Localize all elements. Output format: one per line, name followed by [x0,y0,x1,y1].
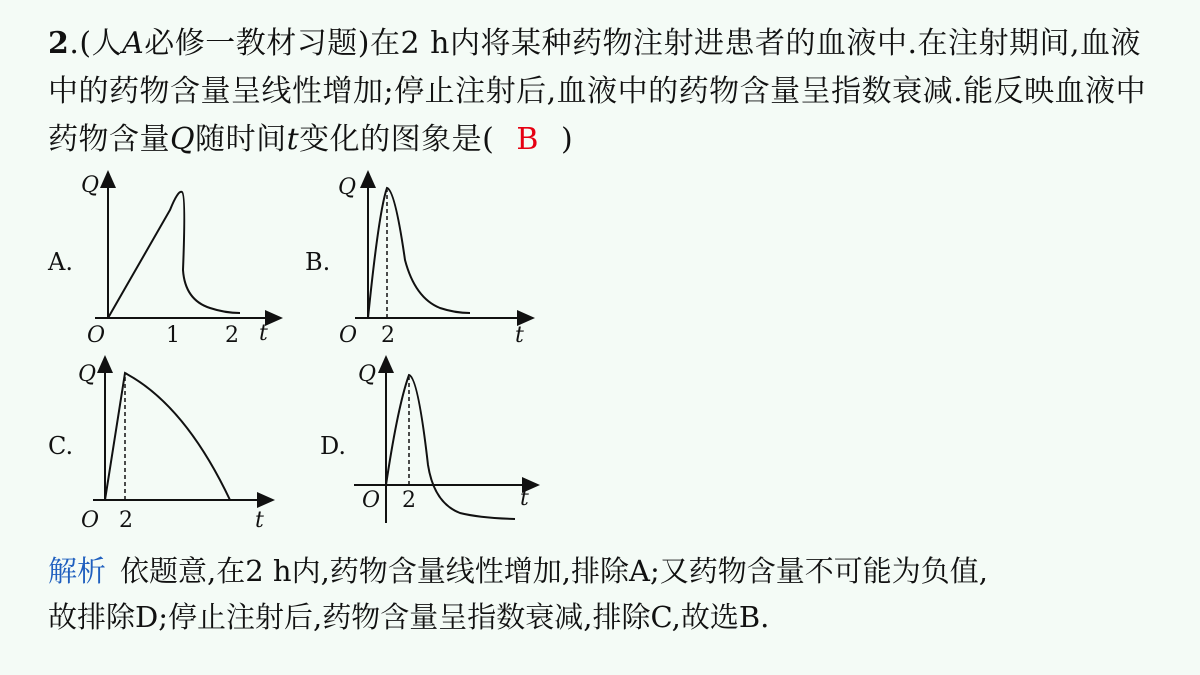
graph-a-ylabel: Q [81,173,100,198]
graph-a [75,170,285,350]
source-italic: A [122,26,145,61]
graph-b [335,170,535,350]
question-text [48,20,1158,164]
analysis-line-2: 故排除D;停止注射后,药物含量呈指数衰减,排除C,故选B. [48,600,770,634]
source-text-1: 人 [91,26,123,61]
stem-3: 变化的图象是( [299,122,495,157]
option-a-label: A. [48,248,73,276]
analysis-text-1: 依题意,在2 h内,药物含量线性增加,排除A;又药物含量不可能为负值, [120,554,988,588]
stem-1: 在2 h内将某种药物注射进患者的血液中.在注射期间,血液中的药物含量呈线性增加;停止注射后,血液中的药物含量呈指数衰减.能反映血液中药物含量 [48,26,1147,157]
stem-close: ) [560,122,574,157]
graph-c [75,355,285,535]
option-c-label: C. [48,432,74,460]
graph-c-curve [105,373,230,500]
question-number: 2 [48,26,70,61]
analysis-line-1 [48,548,1158,594]
graph-b-curve [368,188,470,318]
graph-b-xlabel: t [515,323,524,348]
graph-c-ylabel: Q [78,362,97,387]
var-t: t [286,122,300,157]
graph-d-ylabel: Q [358,362,377,387]
graph-c-tick-1: 2 [119,508,133,533]
analysis-section [48,548,1158,640]
graph-c-xlabel: t [255,508,264,533]
source-open: .( [69,26,92,61]
graph-a-origin: O [87,323,106,348]
var-q: Q [170,122,196,157]
graph-d [350,355,550,535]
option-b-label: B. [305,248,331,276]
graph-a-tick-1: 1 [166,323,180,348]
graph-c-origin: O [81,508,100,533]
source-text-2: 必修一教材习题) [144,26,371,61]
stem-2: 随时间 [195,122,287,157]
answer-choice: B [516,122,539,157]
graph-b-origin: O [339,323,358,348]
graph-a-curve [108,192,240,318]
graph-a-xlabel: t [259,321,268,346]
graph-a-tick-2: 2 [225,323,239,348]
analysis-tag: 解析 [48,554,107,588]
option-d-label: D. [320,432,347,460]
graph-b-ylabel: Q [338,175,357,200]
graph-b-tick-1: 2 [381,323,395,348]
graph-d-xlabel: t [520,486,529,511]
graph-d-origin: O [362,488,381,513]
graph-d-tick-1: 2 [402,488,416,513]
